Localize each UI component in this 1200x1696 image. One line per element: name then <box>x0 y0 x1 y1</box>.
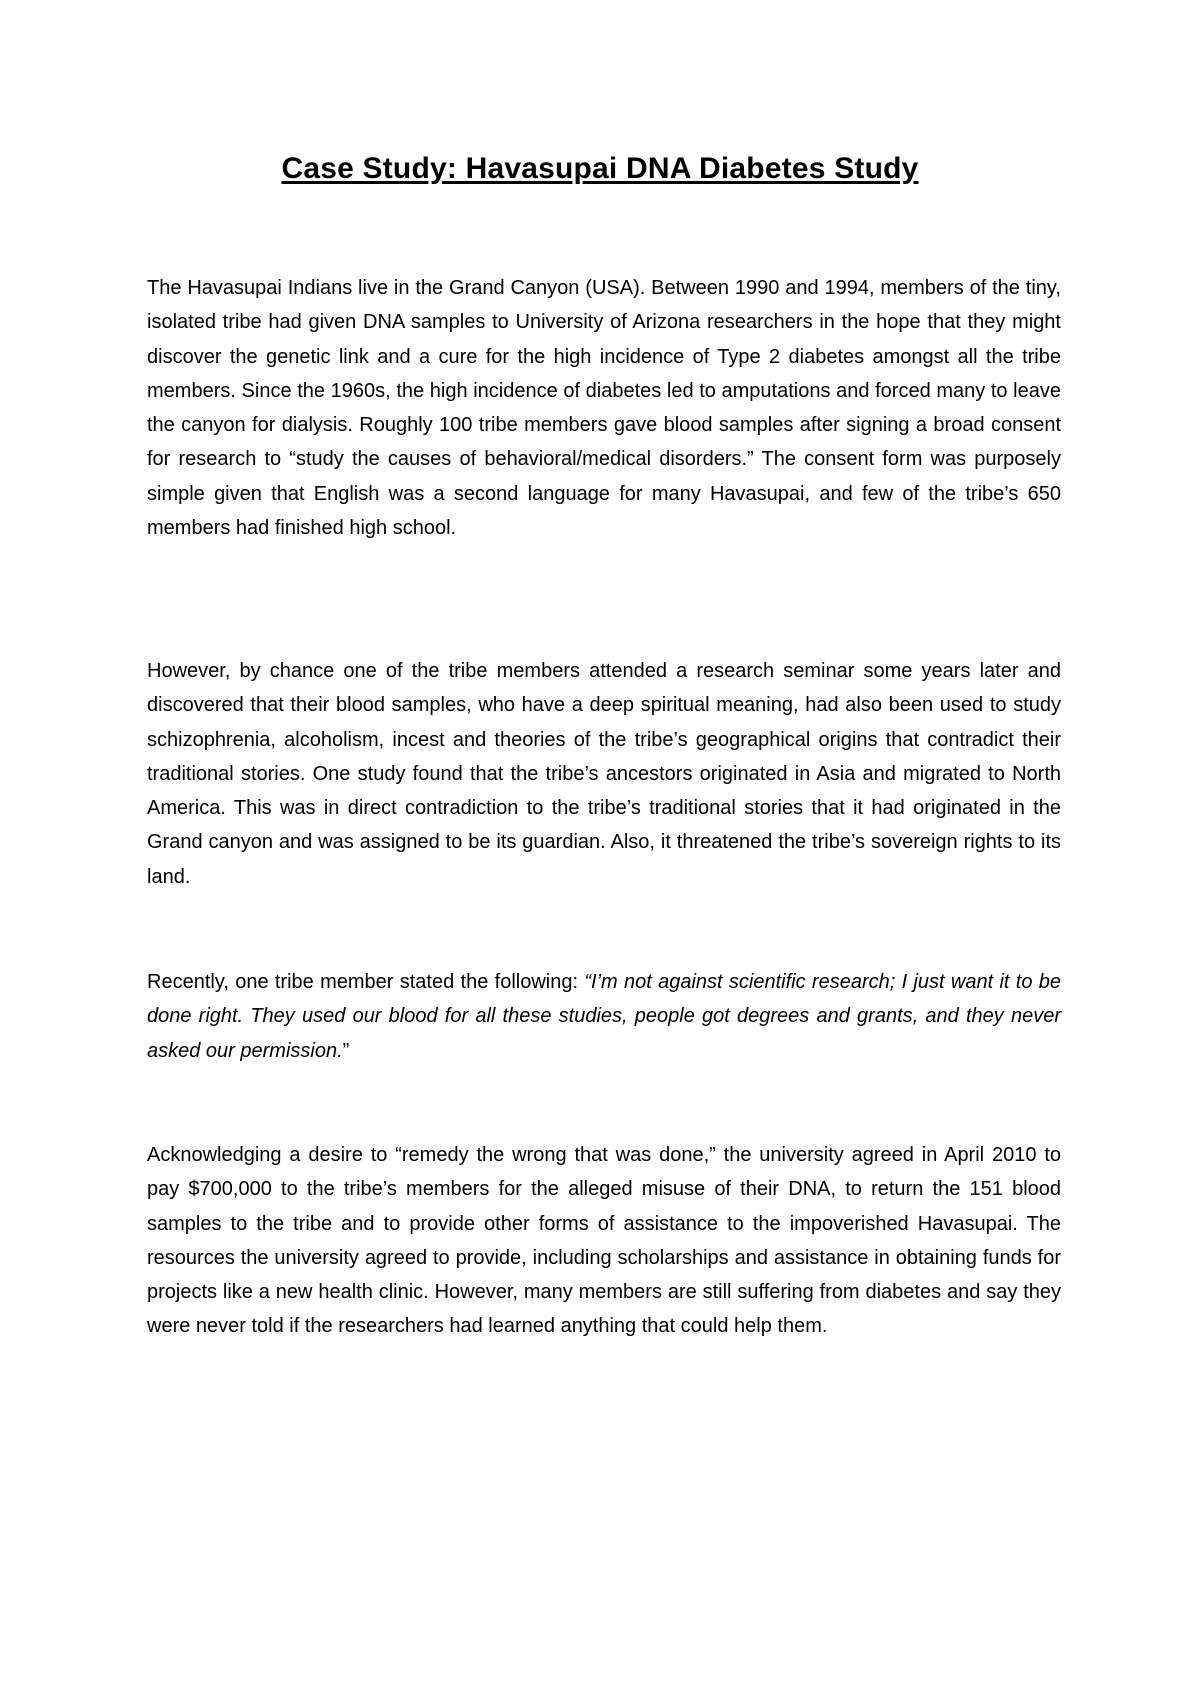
quote-lead-in: Recently, one tribe member stated the following: <box>147 971 585 993</box>
paragraph-settlement: Acknowledging a desire to “remedy the wrong that was done,” the university agreed in April 2010 to pay $700,000 to the tribe’s members for the alleged misuse of their DNA, to return the 151 blood samples to the tribe and to provide other forms of assistance to the impoverished Havasupai. The resources the university agreed to provide, including scholarships and assistance in obtaining funds for projects like a new health clinic. However, many members are still suffering from diabetes and say they were never told if the researchers had learned anything that could help them. <box>147 1144 1061 1338</box>
paragraph-background: The Havasupai Indians live in the Grand Canyon (USA). Between 1990 and 1994, members of the tiny, isolated tribe had given DNA samples to University of Arizona researchers in the hope that they might discover the genetic link and a cure for the high incidence of Type 2 diabetes amongst all the tribe members. Since the 1960s, the high incidence of diabetes led to amputations and forced many to leave the canyon for dialysis. Roughly 100 tribe members gave blood samples after signing a broad consent for research to “study the causes of behavioral/medical disorders.” The consent form was purposely simple given that English was a second language for many Havasupai, and few of the tribe’s 650 members had finished high school. <box>147 277 1061 540</box>
paragraph-discovery: However, by chance one of the tribe members attended a research seminar some years later and discovered that their blood samples, who have a deep spiritual meaning, had also been used to study schizophrenia, alcoholism, incest and theories of the tribe’s geographical origins that contradict their traditional stories. One study found that the tribe’s ancestors originated in Asia and migrated to North America. This was in direct contradiction to the tribe’s traditional stories that it had originated in the Grand canyon and was assigned to be its guardian. Also, it threatened the tribe’s sovereign rights to its land. <box>147 660 1061 888</box>
quote-closing-mark: ” <box>342 1039 350 1062</box>
paragraph-tribe-member-quote <box>147 965 1061 1068</box>
quote-text: “I’m not against scientific research; I just want it to be done right. They used our blood for all these studies, people got degrees and grants, and they never asked our permission. <box>147 971 1061 1062</box>
page-title: Case Study: Havasupai DNA Diabetes Study <box>281 152 919 185</box>
